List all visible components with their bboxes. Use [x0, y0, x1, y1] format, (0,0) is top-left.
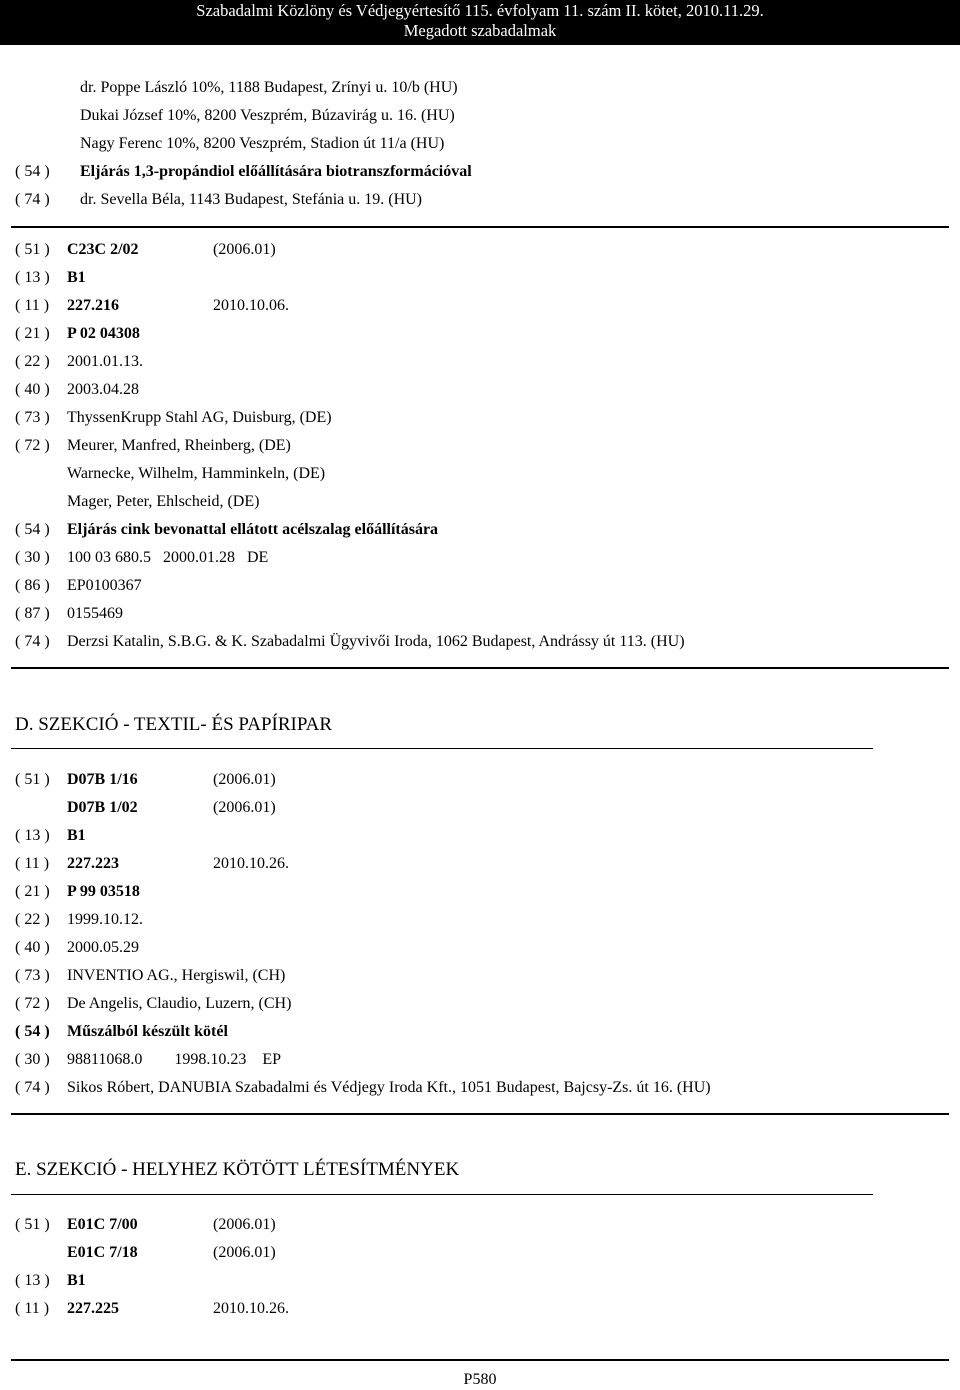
field-code: ( 30 ) [15, 1051, 50, 1068]
ipc-class: E01C 7/00 [67, 1216, 138, 1233]
inventor: Mager, Peter, Ehlscheid, (DE) [67, 493, 260, 510]
field-code: ( 13 ) [15, 1272, 50, 1289]
inventor: Warnecke, Wilhelm, Hamminkeln, (DE) [67, 465, 326, 482]
divider-rule [11, 667, 949, 669]
field-code: ( 40 ) [15, 381, 50, 398]
application-number: P 99 03518 [67, 883, 140, 900]
ipc-class: E01C 7/18 [67, 1244, 138, 1261]
field-code: ( 73 ) [15, 409, 50, 426]
field-code: ( 72 ) [15, 437, 50, 454]
priority: 98811068.0 1998.10.23 EP [67, 1051, 282, 1068]
patent-number: 227.225 [67, 1300, 119, 1317]
journal-title: Szabadalmi Közlöny és Védjegyértesítő 115. évfolyam 11. szám II. kötet, 2010.11.29. [196, 1, 764, 20]
patent-number: 227.216 [67, 297, 119, 314]
section-title: E. SZEKCIÓ - HELYHEZ KÖTÖTT LÉTESÍTMÉNYEK [15, 1159, 460, 1180]
field-code: ( 22 ) [15, 353, 50, 370]
field-code: ( 40 ) [15, 939, 50, 956]
patent-title: Eljárás 1,3-propándiol előállítására biotranszformációval [80, 163, 472, 180]
ipc-version: (2006.01) [213, 1244, 276, 1261]
field-code: ( 21 ) [15, 325, 50, 342]
field-code: ( 87 ) [15, 605, 50, 622]
field-code: ( 22 ) [15, 911, 50, 928]
patent-number: 227.223 [67, 855, 119, 872]
field-code: ( 74 ) [15, 633, 50, 650]
page-number: P580 [463, 1371, 497, 1388]
section-rule [11, 1194, 873, 1195]
grant-date: 2010.10.26. [213, 855, 289, 872]
field-code: ( 51 ) [15, 771, 50, 788]
publication-date: 2003.04.28 [67, 381, 139, 398]
ipc-version: (2006.01) [213, 799, 276, 816]
inventor: Meurer, Manfred, Rheinberg, (DE) [67, 437, 291, 454]
ipc-class: D07B 1/16 [67, 771, 138, 788]
field-code: ( 11 ) [15, 297, 50, 314]
grant-date: 2010.10.06. [213, 297, 289, 314]
field-code: ( 74 ) [15, 191, 50, 208]
field-code: ( 72 ) [15, 995, 50, 1012]
ipc-class: C23C 2/02 [67, 241, 139, 258]
field-code: ( 86 ) [15, 577, 50, 594]
grant-date: 2010.10.26. [213, 1300, 289, 1317]
field-code: ( 54 ) [15, 521, 50, 538]
footer-rule [11, 1359, 949, 1361]
divider-rule [11, 226, 949, 228]
field-code: ( 13 ) [15, 269, 50, 286]
journal-subtitle: Megadott szabadalmak [403, 21, 557, 40]
field-code: ( 51 ) [15, 241, 50, 258]
kind: B1 [67, 827, 86, 844]
filing-date: 1999.10.12. [67, 911, 143, 928]
field-code: ( 54 ) [15, 163, 50, 180]
field-code: ( 21 ) [15, 883, 50, 900]
publication-date: 2000.05.29 [67, 939, 139, 956]
inventor: De Angelis, Claudio, Luzern, (CH) [67, 995, 292, 1012]
divider-rule [11, 1113, 949, 1115]
owner: ThyssenKrupp Stahl AG, Duisburg, (DE) [67, 409, 332, 426]
patent-title: Eljárás cink bevonattal ellátott acélszalag előállítására [67, 521, 439, 538]
attorney: Derzsi Katalin, S.B.G. & K. Szabadalmi Ügyvivői Iroda, 1062 Budapest, Andrássy út 113. (HU) [67, 633, 685, 650]
field-code: ( 30 ) [15, 549, 50, 566]
kind: B1 [67, 1272, 86, 1289]
section-title: D. SZEKCIÓ - TEXTIL- ÉS PAPÍRIPAR [15, 714, 333, 735]
field-code: ( 11 ) [15, 1300, 50, 1317]
priority: 100 03 680.5 2000.01.28 DE [67, 549, 269, 566]
ipc-version: (2006.01) [213, 1216, 276, 1233]
kind: B1 [67, 269, 86, 286]
journal-header [0, 0, 960, 45]
attorney: Sikos Róbert, DANUBIA Szabadalmi és Védjegy Iroda Kft., 1051 Budapest, Bajcsy-Zs. út 16. (HU) [67, 1079, 711, 1096]
ipc-version: (2006.01) [213, 241, 276, 258]
patent-title: Műszálból készült kötél [67, 1023, 228, 1040]
section-rule [11, 748, 873, 749]
ipc-version: (2006.01) [213, 771, 276, 788]
ipc-class: D07B 1/02 [67, 799, 138, 816]
attorney: dr. Sevella Béla, 1143 Budapest, Stefánia u. 19. (HU) [80, 191, 422, 208]
field-code: ( 74 ) [15, 1079, 50, 1096]
field-code: ( 13 ) [15, 827, 50, 844]
field-code: ( 73 ) [15, 967, 50, 984]
owner: INVENTIO AG., Hergiswil, (CH) [67, 967, 286, 984]
wo-number: 0155469 [67, 605, 123, 622]
filing-date: 2001.01.13. [67, 353, 143, 370]
field-code: ( 11 ) [15, 855, 50, 872]
field-code: ( 54 ) [15, 1023, 50, 1040]
field-code: ( 51 ) [15, 1216, 50, 1233]
application-number: P 02 04308 [67, 325, 140, 342]
ep-number: EP0100367 [67, 577, 142, 594]
